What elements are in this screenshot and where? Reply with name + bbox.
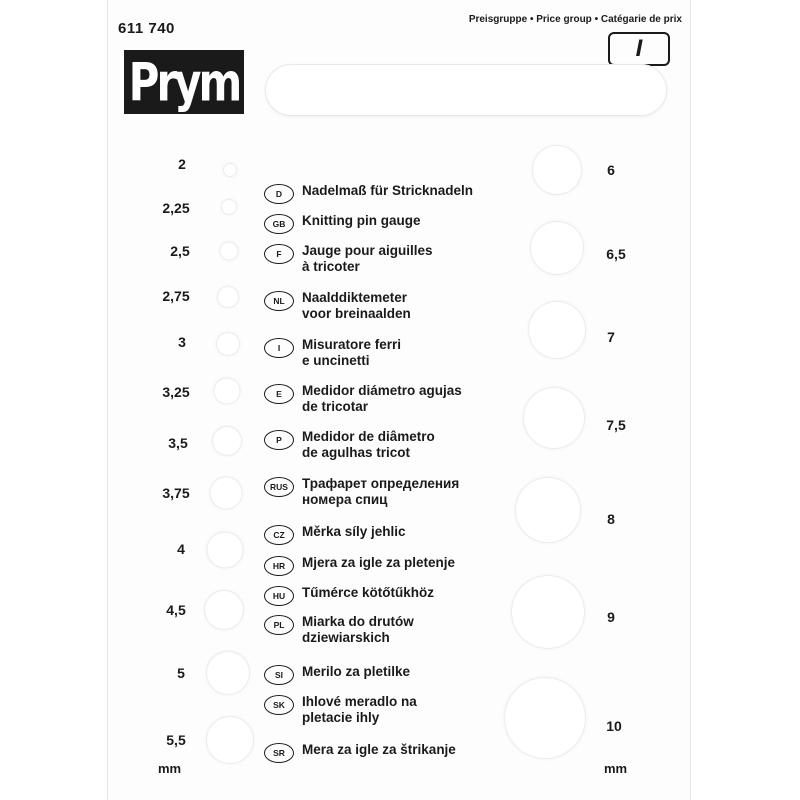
language-text bbox=[302, 429, 435, 461]
language-line: номера спиц bbox=[302, 492, 388, 507]
language-line: Naalddiktemeter bbox=[302, 290, 408, 305]
language-line: Трафарет определения bbox=[302, 476, 460, 491]
language-text bbox=[302, 213, 420, 229]
language-row bbox=[264, 742, 456, 763]
language-line: pletacie ihly bbox=[302, 710, 380, 725]
language-line: Nadelmaß für Stricknadeln bbox=[302, 183, 474, 198]
language-code: P bbox=[264, 430, 294, 450]
gauge-hole bbox=[217, 286, 239, 308]
language-text bbox=[302, 524, 406, 540]
size-label-right: 7 bbox=[607, 329, 615, 345]
language-text bbox=[302, 243, 433, 275]
size-label-right: 6 bbox=[607, 162, 615, 178]
size-label-left: 2,25 bbox=[162, 200, 190, 216]
language-line: à tricoter bbox=[302, 259, 360, 274]
size-label-left: 2 bbox=[178, 156, 186, 172]
language-text bbox=[302, 664, 410, 680]
hanging-slot bbox=[265, 64, 667, 116]
language-line: e uncinetti bbox=[302, 353, 370, 368]
gauge-hole bbox=[220, 242, 239, 261]
language-line: de tricotar bbox=[302, 399, 369, 414]
language-line: Tűmérce kötőtűkhöz bbox=[302, 585, 435, 600]
logo-text: Prym bbox=[128, 51, 240, 113]
language-row bbox=[264, 476, 459, 508]
language-row bbox=[264, 694, 417, 726]
language-line: Merilo za pletilke bbox=[302, 664, 411, 679]
language-text bbox=[302, 614, 414, 646]
gauge-hole bbox=[504, 677, 586, 759]
size-label-left: 2,5 bbox=[170, 243, 190, 259]
language-code: NL bbox=[264, 291, 294, 311]
language-line: dziewiarskich bbox=[302, 630, 390, 645]
language-code: SK bbox=[264, 695, 294, 715]
size-label-left: 4 bbox=[177, 541, 185, 557]
size-label-left: 3,25 bbox=[162, 384, 190, 400]
language-row bbox=[264, 337, 401, 369]
language-row bbox=[264, 524, 406, 545]
size-label-left: 2,75 bbox=[162, 288, 190, 304]
language-line: Mjera za igle za pletenje bbox=[302, 555, 456, 570]
unit-label-left: mm bbox=[158, 761, 182, 776]
language-row bbox=[264, 183, 473, 204]
language-row bbox=[264, 290, 411, 322]
language-code: HR bbox=[264, 556, 294, 576]
size-label-right: 10 bbox=[606, 718, 622, 734]
language-text bbox=[302, 585, 434, 601]
language-code: F bbox=[264, 244, 294, 264]
language-line: Miarka do drutów bbox=[302, 614, 414, 629]
language-row bbox=[264, 555, 455, 576]
prym-logo bbox=[124, 50, 244, 114]
language-line: Měrka síly jehlic bbox=[302, 524, 406, 539]
gauge-hole bbox=[214, 378, 241, 405]
language-text bbox=[302, 337, 401, 369]
article-number: 611 740 bbox=[118, 20, 175, 37]
language-line: de agulhas tricot bbox=[302, 445, 411, 460]
language-line: Medidor de diâmetro bbox=[302, 429, 435, 444]
language-code: D bbox=[264, 184, 294, 204]
language-row bbox=[264, 383, 462, 415]
language-row bbox=[264, 585, 434, 606]
size-label-left: 4,5 bbox=[166, 602, 186, 618]
language-line: Mera za igle za štrikanje bbox=[302, 742, 456, 757]
size-label-left: 3 bbox=[178, 334, 186, 350]
price-group-value: I bbox=[635, 35, 643, 62]
language-code: SR bbox=[264, 743, 294, 763]
gauge-hole bbox=[212, 426, 242, 456]
language-text bbox=[302, 555, 455, 571]
unit-label-right: mm bbox=[604, 761, 628, 776]
language-line: Jauge pour aiguilles bbox=[302, 243, 433, 258]
size-label-right: 6,5 bbox=[606, 246, 626, 262]
size-label-right: 7,5 bbox=[606, 417, 626, 433]
language-code: I bbox=[264, 338, 294, 358]
gauge-hole bbox=[223, 163, 237, 177]
size-label-left: 3,5 bbox=[168, 435, 188, 451]
size-label-left: 3,75 bbox=[162, 485, 190, 501]
language-line: Medidor diámetro agujas bbox=[302, 383, 462, 398]
language-row bbox=[264, 213, 420, 234]
language-text bbox=[302, 476, 459, 508]
gauge-hole bbox=[206, 651, 250, 695]
language-line: Misuratore ferri bbox=[302, 337, 402, 352]
gauge-hole bbox=[528, 301, 586, 359]
gauge-hole bbox=[210, 477, 243, 510]
language-code: CZ bbox=[264, 525, 294, 545]
price-group-badge bbox=[608, 32, 670, 66]
language-code: GB bbox=[264, 214, 294, 234]
language-row bbox=[264, 243, 433, 275]
language-code: SI bbox=[264, 665, 294, 685]
language-row bbox=[264, 429, 435, 461]
language-code: RUS bbox=[264, 477, 294, 497]
language-text bbox=[302, 383, 462, 415]
gauge-hole bbox=[207, 532, 244, 569]
gauge-hole bbox=[515, 477, 581, 543]
gauge-hole bbox=[530, 221, 584, 275]
language-row bbox=[264, 664, 410, 685]
size-label-right: 8 bbox=[607, 511, 615, 527]
language-text bbox=[302, 742, 456, 758]
gauge-hole bbox=[523, 387, 585, 449]
gauge-hole bbox=[204, 590, 244, 630]
language-line: voor breinaalden bbox=[302, 306, 411, 321]
language-text bbox=[302, 694, 417, 726]
language-text bbox=[302, 290, 411, 322]
gauge-hole bbox=[221, 199, 237, 215]
size-label-left: 5,5 bbox=[166, 732, 186, 748]
language-text bbox=[302, 183, 473, 199]
size-label-left: 5 bbox=[177, 665, 185, 681]
gauge-hole bbox=[532, 145, 582, 195]
price-group-label: Preisgruppe • Price group • Catégarie de prix bbox=[468, 14, 682, 25]
language-line: Ihlové meradlo na bbox=[302, 694, 417, 709]
language-row bbox=[264, 614, 414, 646]
language-code: E bbox=[264, 384, 294, 404]
gauge-hole bbox=[216, 332, 240, 356]
language-code: PL bbox=[264, 615, 294, 635]
size-label-right: 9 bbox=[607, 609, 615, 625]
language-code: HU bbox=[264, 586, 294, 606]
gauge-hole bbox=[511, 575, 585, 649]
gauge-hole bbox=[206, 716, 254, 764]
language-line: Knitting pin gauge bbox=[302, 213, 421, 228]
